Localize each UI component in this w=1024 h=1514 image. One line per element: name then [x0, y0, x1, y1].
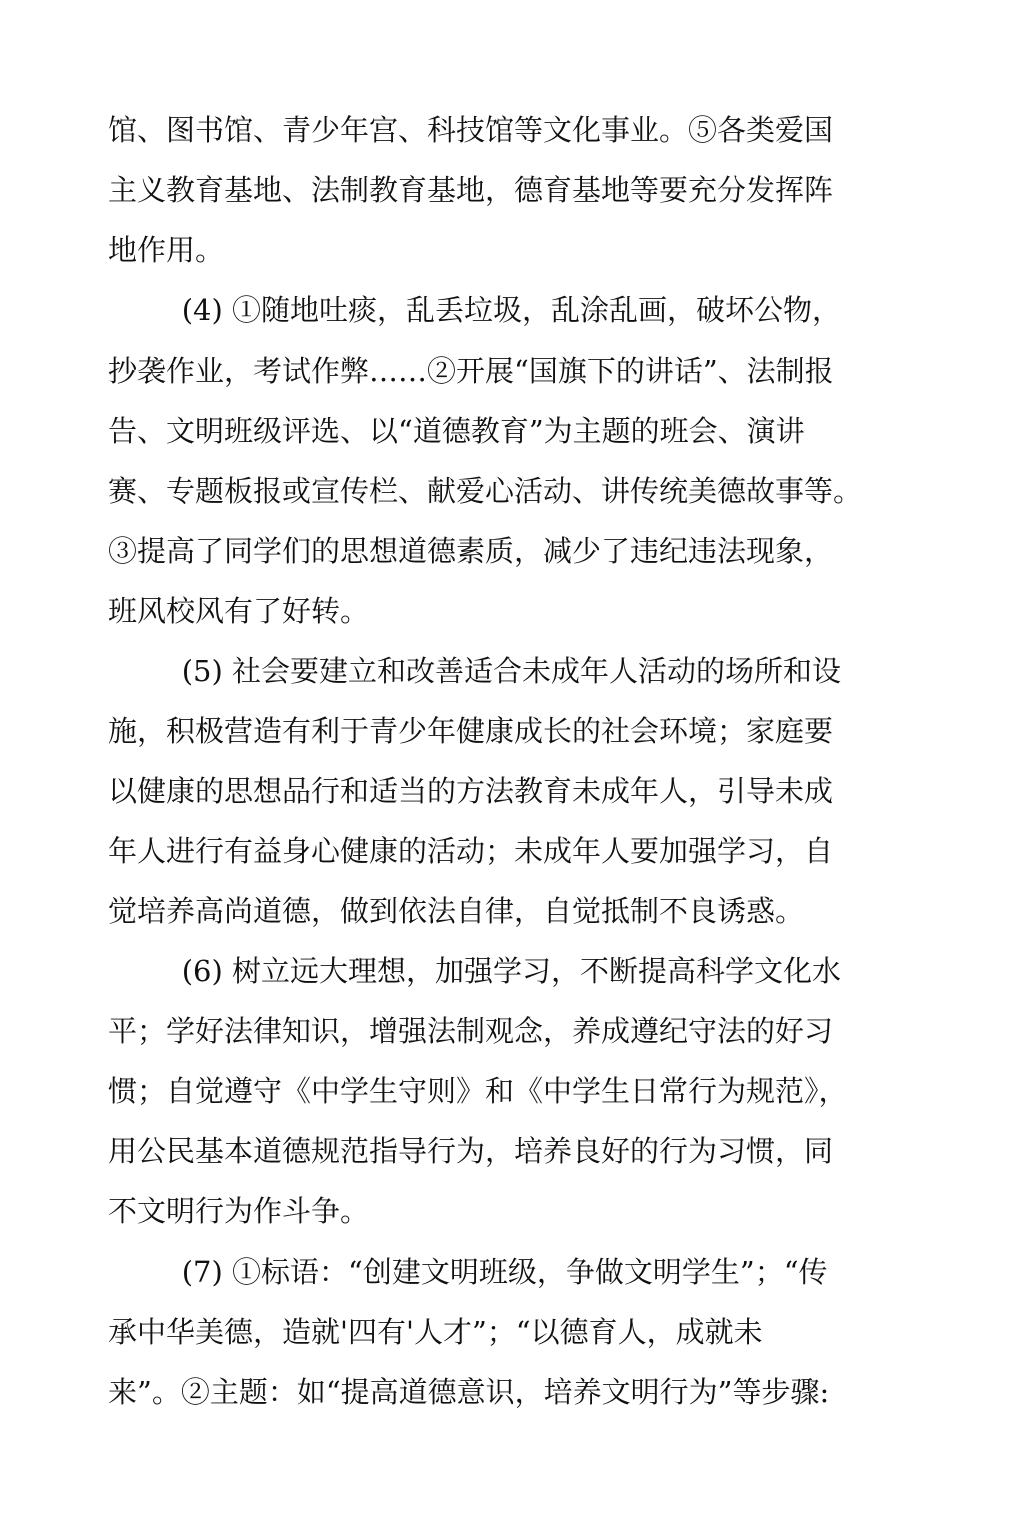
text-line: 不文明行为作斗争。 [108, 1194, 370, 1228]
text-line: ③提高了同学们的思想道德素质，减少了违纪违法现象， [108, 534, 834, 568]
text-line: 来”。②主题：如“提高道德意识，培养文明行为”等步骤: [108, 1375, 830, 1409]
paragraph-6-first-line: (6) 树立远大理想，加强学习，不断提高科学文化水 [108, 954, 842, 988]
text-line: 惯；自觉遵守《中学生守则》和《中学生日常行为规范》， [108, 1074, 848, 1108]
text-line: 赛、专题板报或宣传栏、献爱心活动、讲传统美德故事等。 [108, 474, 863, 508]
text-line: 用公民基本道德规范指导行为，培养良好的行为习惯，同 [108, 1134, 834, 1168]
text-line: 觉培养高尚道德，做到依法自律，自觉抵制不良诱惑。 [108, 894, 805, 928]
text-line: 告、文明班级评选、以“道德教育”为主题的班会、演讲 [108, 414, 805, 448]
paragraph-4-first-line: (4) ①随地吐痰，乱丢垃圾，乱涂乱画，破坏公物， [108, 293, 842, 327]
text-line: 施，积极营造有利于青少年健康成长的社会环境；家庭要 [108, 714, 834, 748]
text-line: 年人进行有益身心健康的活动；未成年人要加强学习，自 [108, 834, 834, 868]
text-line: 抄袭作业，考试作弊……②开展“国旗下的讲话”、法制报 [108, 354, 834, 388]
text-line: 承中华美德，造就'四有'人才”；“以德育人，成就未 [108, 1315, 763, 1349]
text-line: 地作用。 [108, 233, 225, 267]
text-line: 以健康的思想品行和适当的方法教育未成年人，引导未成 [108, 774, 834, 808]
paragraph-5-first-line: (5) 社会要建立和改善适合未成年人活动的场所和设 [108, 654, 842, 688]
text-line: 平；学好法律知识，增强法制观念，养成遵纪守法的好习 [108, 1014, 834, 1048]
text-line: 馆、图书馆、青少年宫、科技馆等文化事业。⑤各类爱国 [108, 113, 834, 147]
paragraph-7-first-line: (7) ①标语：“创建文明班级，争做文明学生”；“传 [108, 1255, 828, 1289]
text-line: 主义教育基地、法制教育基地，德育基地等要充分发挥阵 [108, 173, 834, 207]
text-line: 班风校风有了好转。 [108, 594, 370, 628]
